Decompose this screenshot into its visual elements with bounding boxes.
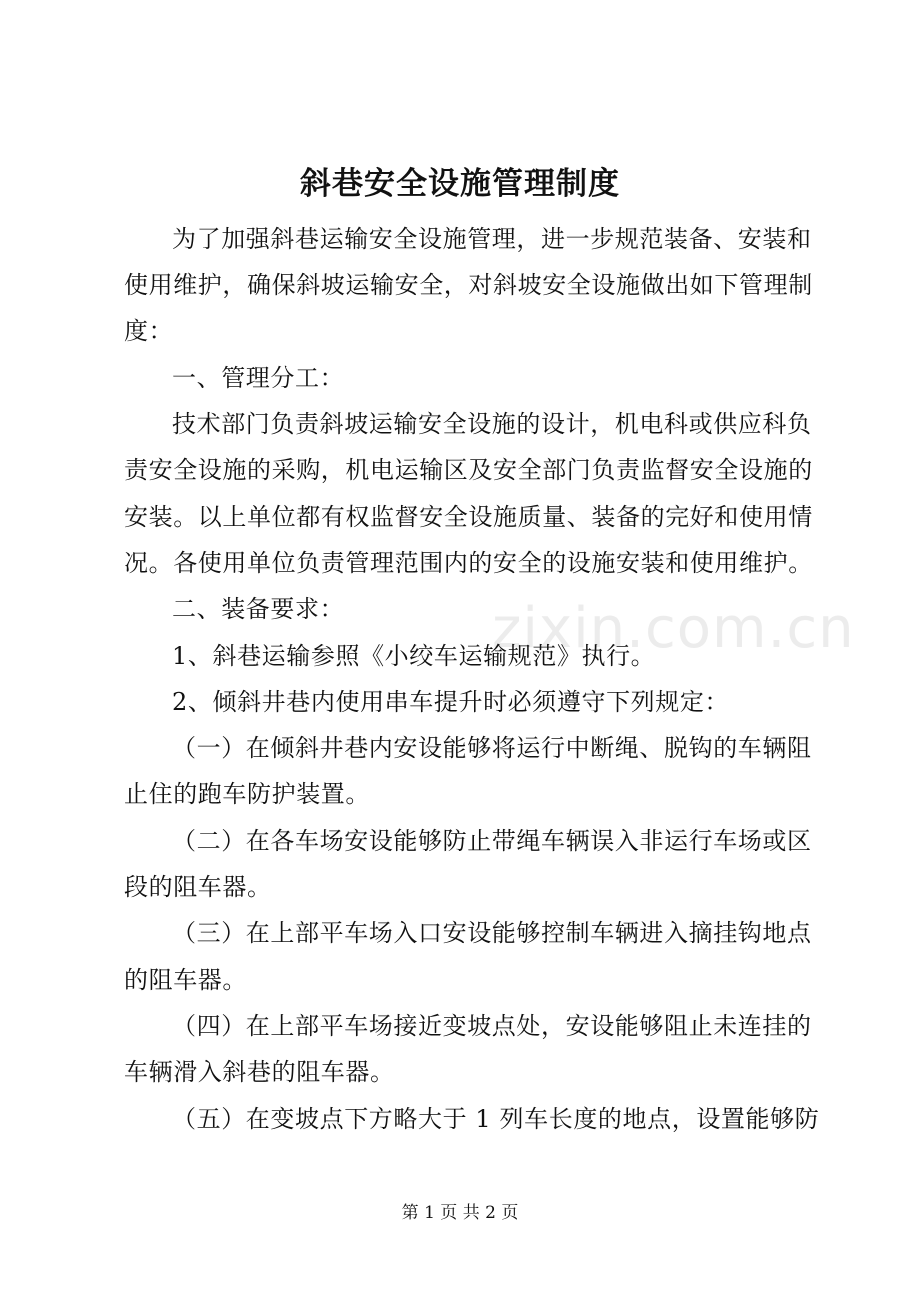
paragraph-line: 车辆滑入斜巷的阻车器。	[124, 1058, 395, 1086]
list-item: （一）在倾斜井巷内安设能够将运行中断绳、脱钩的车辆阻	[172, 734, 812, 762]
list-item: （四）在上部平车场接近变坡点处，安设能够阻止未连挂的	[172, 1012, 812, 1040]
list-item: （三）在上部平车场入口安设能够控制车辆进入摘挂钩地点	[172, 919, 812, 947]
paragraph-line: 况。各使用单位负责管理范围内的安全的设施安装和使用维护。	[124, 549, 813, 577]
list-item: （二）在各车场安设能够防止带绳车辆误入非运行车场或区	[172, 827, 812, 855]
section-heading: 一、管理分工：	[172, 364, 345, 392]
list-item: （五）在变坡点下方略大于 1 列车长度的地点，设置能够防	[172, 1105, 820, 1133]
page-footer: 第 1 页 共 2 页	[401, 1203, 519, 1223]
paragraph-line: 的阻车器。	[124, 966, 247, 994]
list-item: 2、倾斜井巷内使用串车提升时必须遵守下列规定：	[172, 688, 730, 716]
paragraph-line: 安装。以上单位都有权监督安全设施质量、装备的完好和使用情	[124, 503, 813, 531]
paragraph-line: 为了加强斜巷运输安全设施管理，进一步规范装备、安装和	[172, 225, 812, 253]
section-heading: 二、装备要求：	[172, 595, 345, 623]
paragraph-line: 技术部门负责斜坡运输安全设施的设计，机电科或供应科负	[172, 410, 812, 438]
list-item: 1、斜巷运输参照《小绞车运输规范》执行。	[172, 642, 656, 670]
paragraph-line: 度：	[124, 317, 174, 345]
paragraph-line: 段的阻车器。	[124, 873, 272, 901]
paragraph-line: 止住的跑车防护装置。	[124, 780, 370, 808]
document-title: 斜巷安全设施管理制度	[300, 166, 620, 202]
paragraph-line: 使用维护，确保斜坡运输安全，对斜坡安全设施做出如下管理制	[124, 271, 813, 299]
watermark: zixin.com.cn	[492, 596, 855, 661]
paragraph-line: 责安全设施的采购，机电运输区及安全部门负责监督安全设施的	[124, 456, 813, 484]
